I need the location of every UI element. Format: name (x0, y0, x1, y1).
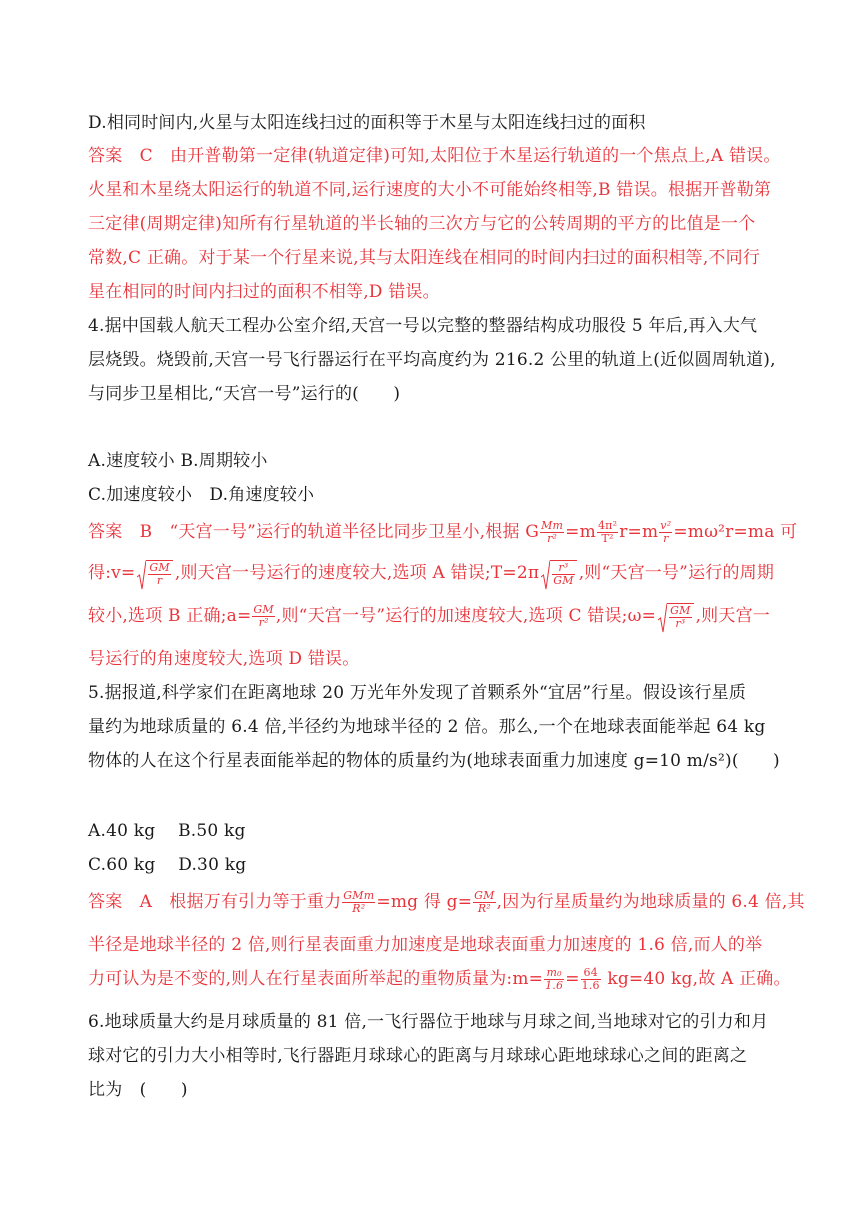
fraction-GMm-R2: $\frac{\text{GMm}}{\text{R²}}$ (343, 889, 375, 915)
fraction-Mm-r2: $\frac{Mm}{\text{r²}}$ (541, 519, 564, 545)
fraction-4pi2-T2: $\frac{\text{4π²}}{\text{T²}}$ (597, 519, 618, 545)
q5-options-line-2: C.60 kg D.30 kg (88, 855, 247, 875)
q5-answer-line-2: 半径是地球半径的 2 倍,则行星表面重力加速度是地球表面重力加速度的 1.6 倍,而人的举 (88, 935, 763, 955)
q4-answer-text: 答案 B “天宫一号”运行的轨道半径比同步卫星小,根据 G (88, 522, 540, 542)
q6-stem-line-3: 比为 ( ) (88, 1080, 188, 1100)
q4-stem-line-1: 4.据中国载人航天工程办公室介绍,天宫一号以完整的整器结构成功服役 5 年后,再入大气 (88, 316, 758, 336)
q3-answer-line-4: 常数,C 正确。对于某一个行星来说,其与太阳连线在相同的时间内扫过的面积相等,不同行 (88, 248, 761, 268)
fraction-m0-1.6: $\frac{\text{m₀}}{1.6}$ (545, 966, 564, 992)
answer-text: ,则天宫一号运行的速度较大,选项 A 错误;T=2π (174, 563, 540, 583)
answer-text: =m (565, 522, 596, 542)
answer-text: r=m (619, 522, 659, 542)
q4-answer-line-2 (88, 560, 774, 587)
answer-text: 得:v= (88, 563, 136, 583)
q5-stem-line-2: 量约为地球质量的 6.4 倍,半径约为地球半径的 2 倍。那么,一个在地球表面能举起 64 kg (88, 717, 766, 737)
fraction-v2-r: $\frac{\text{v²}}{r}$ (660, 519, 672, 545)
q4-options-line-1: A.速度较小 B.周期较小 (88, 451, 268, 471)
answer-text: ,则“天宫一号”运行的周期 (578, 563, 775, 583)
q3-option-d: D.相同时间内,火星与太阳连线扫过的面积等于木星与太阳连线扫过的面积 (88, 113, 646, 133)
answer-text: =mg 得 g= (376, 892, 473, 912)
q4-answer-line-1 (88, 520, 797, 545)
answer-text: 答案 A 根据万有引力等于重力 (88, 892, 342, 912)
q5-options-line-1: A.40 kg B.50 kg (88, 821, 246, 841)
q5-answer-line-1 (88, 890, 805, 915)
sqrt-r3-over-GM: $\frac{\text{r³}}{GM}$ (541, 560, 576, 587)
answer-text: ,则“天宫一号”运行的加速度较大,选项 C 错误;ω= (275, 606, 657, 626)
fraction-64-1.6: $\frac{64}{1.6}$ (581, 966, 600, 992)
answer-text: ,则天宫一 (695, 606, 770, 626)
answer-text: ,因为行星质量约为地球质量的 6.4 倍,其 (496, 892, 805, 912)
sqrt-GM-over-r: $\frac{GM}{r}$ (137, 560, 172, 587)
sqrt-GM-over-r3: $\frac{GM}{\text{r³}}$ (658, 603, 693, 630)
q4-stem-line-2: 层烧毁。烧毁前,天宫一号飞行器运行在平均高度约为 216.2 公里的轨道上(近似圆周轨道), (88, 350, 776, 370)
answer-text: 较小,选项 B 正确;a= (88, 606, 252, 626)
q5-stem-line-1: 5.据报道,科学家们在距离地球 20 万光年外发现了首颗系外“宜居”行星。假设该行星质 (88, 683, 747, 703)
q3-answer-line-5: 星在相同的时间内扫过的面积不相等,D 错误。 (88, 282, 440, 302)
q4-stem-line-3: 与同步卫星相比,“天宫一号”运行的( ) (88, 384, 401, 404)
q3-answer-line-1: 答案 C 由开普勒第一定律(轨道定律)可知,太阳位于木星运行轨道的一个焦点上,A 错误。 (88, 146, 781, 166)
q3-answer-line-3: 三定律(周期定律)知所有行星轨道的半长轴的三次方与它的公转周期的平方的比值是一个 (88, 214, 756, 234)
q6-stem-line-2: 球对它的引力大小相等时,飞行器距月球球心的距离与月球球心距地球球心之间的距离之 (88, 1046, 748, 1066)
q5-answer-line-3 (88, 967, 791, 992)
answer-text: =mω²r=ma 可 (673, 522, 798, 542)
q4-answer-line-4: 号运行的角速度较大,选项 D 错误。 (88, 649, 360, 669)
answer-text: 力可认为是不变的,则人在行星表面所举起的重物质量为:m= (88, 969, 544, 989)
answer-text: kg=40 kg,故 A 正确。 (601, 969, 791, 989)
fraction-GM-R2: $\frac{GM}{\text{R²}}$ (474, 889, 495, 915)
q4-options-line-2: C.加速度较小 D.角速度较小 (88, 485, 315, 505)
q6-stem-line-1: 6.地球质量大约是月球质量的 81 倍,一飞行器位于地球与月球之间,当地球对它的引力和月 (88, 1012, 769, 1032)
q3-answer-line-2: 火星和木星绕太阳运行的轨道不同,运行速度的大小不可能始终相等,B 错误。根据开普勒第 (88, 180, 772, 200)
q5-stem-line-3: 物体的人在这个行星表面能举起的物体的质量约为(地球表面重力加速度 g=10 m/s²)( ) (88, 751, 780, 771)
fraction-GM-r2: $\frac{GM}{\text{r²}}$ (253, 603, 274, 629)
answer-text: = (565, 969, 580, 989)
q4-answer-line-3 (88, 603, 770, 630)
